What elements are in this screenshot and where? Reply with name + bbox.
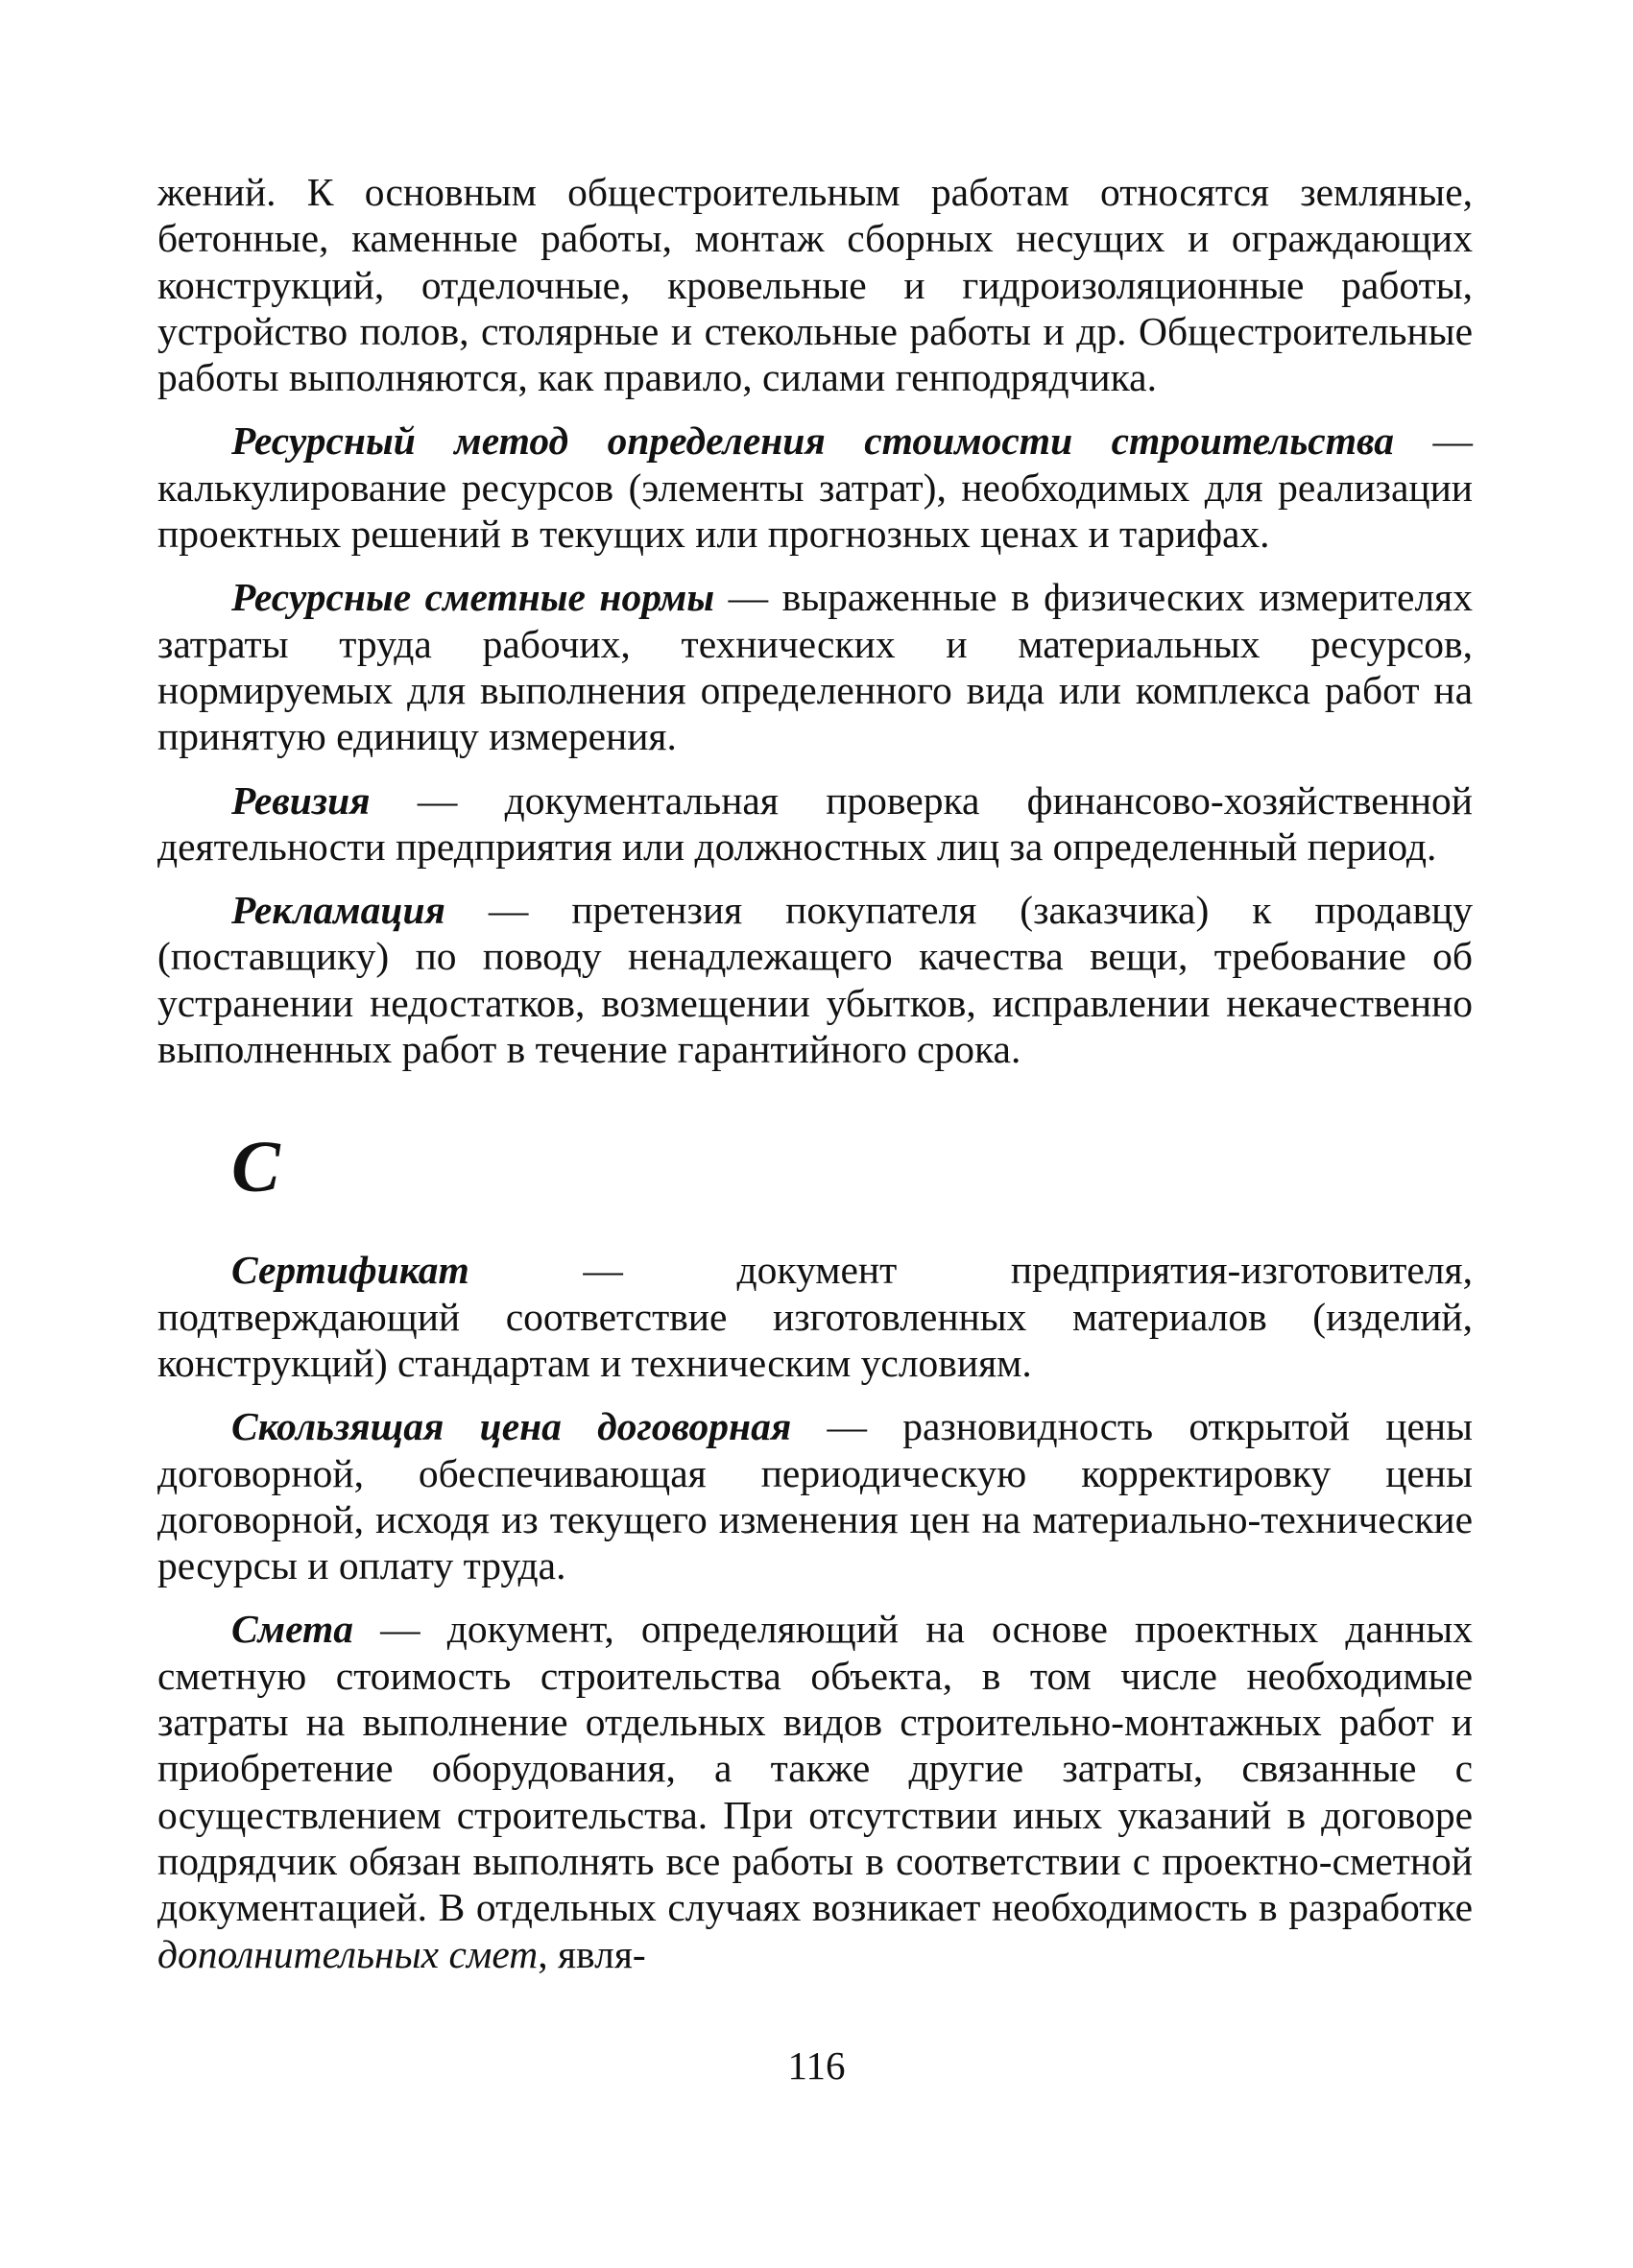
entry-definition: — документальная проверка финансово-хозяйственной деятельности предприятия или должностных лиц за определенный период. (157, 777, 1473, 869)
entry-reviziya (157, 777, 1473, 871)
entry-definition: — документ предприятия-изготовителя, подтверждающий соответствие изготовленных материалов (изделий, конструкций) стандартам и техническим условиям. (157, 1248, 1473, 1385)
continuation-paragraph: жений. К основным общестроительным работам относятся земляные, бетонные, каменные работы, монтаж сборных несущих и ограждающих конструкций, отделочные, кровельные и гидроизоляционные работы, устройство полов, столярные и стекольные работы и др. Общестроительные работы выполняются, как правило, силами генподрядчика. (157, 170, 1473, 400)
entry-resursnye-normy (157, 574, 1473, 759)
entry-reklamaciya (157, 887, 1473, 1072)
entry-term: Ревизия (231, 777, 371, 823)
entry-smeta (157, 1606, 1473, 1976)
entry-term: Скользящая цена договорная (231, 1404, 792, 1449)
entry-definition: — калькулирование ресурсов (элементы затрат), необходимых для реализации проектных решений в текущих или прогнозных ценах и тарифах. (157, 418, 1473, 557)
entry-skolzyashchaya-cena (157, 1403, 1473, 1588)
entry-definition: — претензия покупателя (заказчика) к продавцу (поставщику) по поводу ненадлежащего качества вещи, требование об устранении недостатков, возмещении убытков, исправлении некачественно выполненных работ в течение гарантийного срока. (157, 888, 1473, 1072)
entry-term: Ресурсные сметные нормы (231, 575, 715, 620)
entry-definition-tail: , явля- (538, 1931, 646, 1976)
emphasis-text: дополнительных смет (157, 1931, 539, 1976)
entry-definition: — выраженные в физических измерителях затраты труда рабочих, технических и материальных ресурсов, нормируемых для выполнения определенного вида или комплекса работ на принятую единицу измерения. (157, 575, 1473, 759)
entry-term: Ресурсный метод определения стоимости строительства (231, 418, 1395, 464)
entry-term: Рекламация (231, 888, 445, 933)
entry-resursny-metod (157, 418, 1473, 557)
entry-term: Смета (231, 1607, 354, 1652)
entry-definition: — разновидность открытой цены договорной, обеспечивающая периодическую корректировку цены договорной, исходя из текущего изменения цен на материально-технические ресурсы и оплату труда. (157, 1404, 1473, 1588)
section-letter-heading: С (231, 1127, 280, 1208)
page-body (157, 169, 1473, 1977)
page-number: 116 (787, 2043, 846, 2088)
entry-definition: — документ, определяющий на основе проектных данных сметную стоимость строительства объекта, в том числе необходимые затраты на выполнение отдельных видов строительно-монтажных работ и приобретение оборудования, а также другие затраты, связанные с осуществлением строительства. При отсутствии иных указаний в договоре подрядчик обязан выполнять все работы в соответствии с проектно-сметной документацией. В отдельных случаях возникает необходимость в разработке (157, 1607, 1473, 1930)
entry-term: Сертификат (231, 1248, 469, 1293)
entry-sertifikat (157, 1247, 1473, 1386)
